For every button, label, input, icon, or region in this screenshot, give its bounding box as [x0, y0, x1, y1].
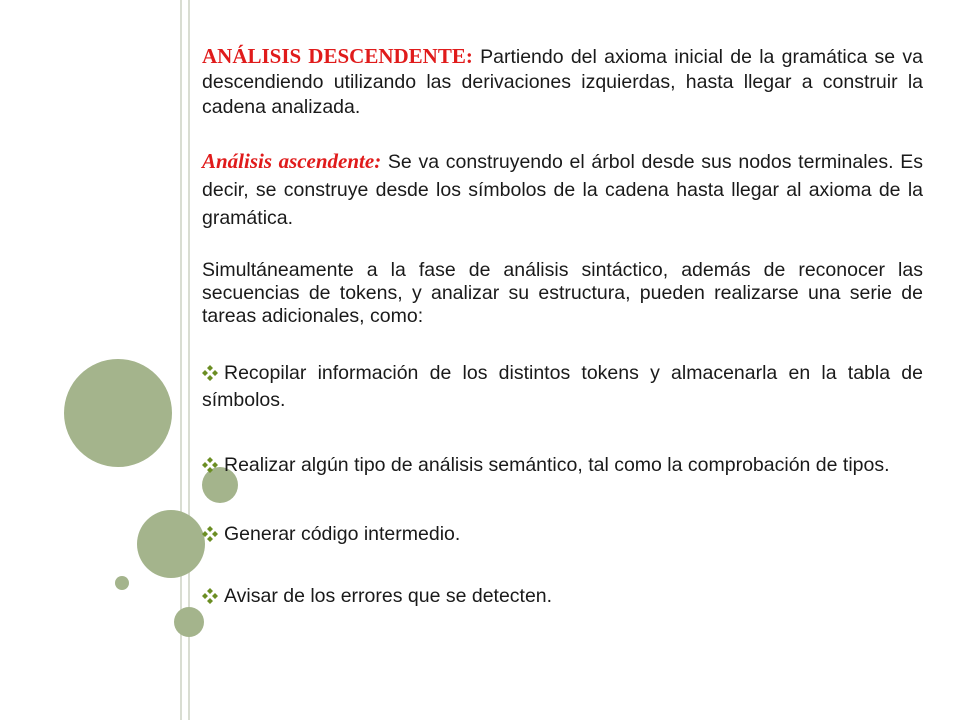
decor-circle-small-lower — [174, 607, 204, 637]
diamond-cluster-icon — [202, 363, 218, 388]
paragraph-simultaneamente — [202, 259, 923, 328]
decor-circle-dot — [115, 576, 129, 590]
paragraph-ascendente-text: Se va construyendo el árbol desde sus nodos terminales. Es decir, se construye desde los símbolos de la cadena hasta llegar al axioma de la gramática. — [202, 151, 923, 229]
bullet-item-avisar — [202, 584, 923, 611]
decor-circle-large — [64, 359, 172, 467]
paragraph-descendente-text: Partiendo del axioma inicial de la gramática se va descendiendo utilizando las derivaciones izquierdas, hasta llegar a construir la cadena analizada. — [202, 46, 923, 118]
bullet-text: Recopilar información de los distintos tokens y almacenarla en la tabla de símbolos. — [202, 362, 923, 411]
term-descendente: ANÁLISIS DESCENDENTE: — [202, 44, 473, 68]
slide-content — [202, 44, 923, 611]
bullet-text: Realizar algún tipo de análisis semántico, tal como la comprobación de tipos. — [224, 454, 890, 476]
term-ascendente: Análisis ascendente: — [202, 149, 382, 173]
paragraph-simultaneamente-text: Simultáneamente a la fase de análisis sintáctico, además de reconocer las secuencias de tokens, y analizar su estructura, pueden realizarse una serie de tareas adicionales, como: — [202, 259, 923, 327]
bullet-item-realizar — [202, 453, 923, 480]
decor-circle-medium — [137, 510, 205, 578]
diamond-cluster-icon — [202, 586, 218, 611]
bullet-item-generar — [202, 522, 923, 549]
bullet-text: Avisar de los errores que se detecten. — [224, 585, 553, 607]
bullet-item-recopilar — [202, 361, 923, 413]
diamond-cluster-icon — [202, 524, 218, 549]
paragraph-descendente — [202, 44, 923, 120]
diamond-cluster-icon — [202, 455, 218, 480]
paragraph-ascendente — [202, 147, 923, 232]
bullet-text: Generar código intermedio. — [224, 523, 461, 545]
